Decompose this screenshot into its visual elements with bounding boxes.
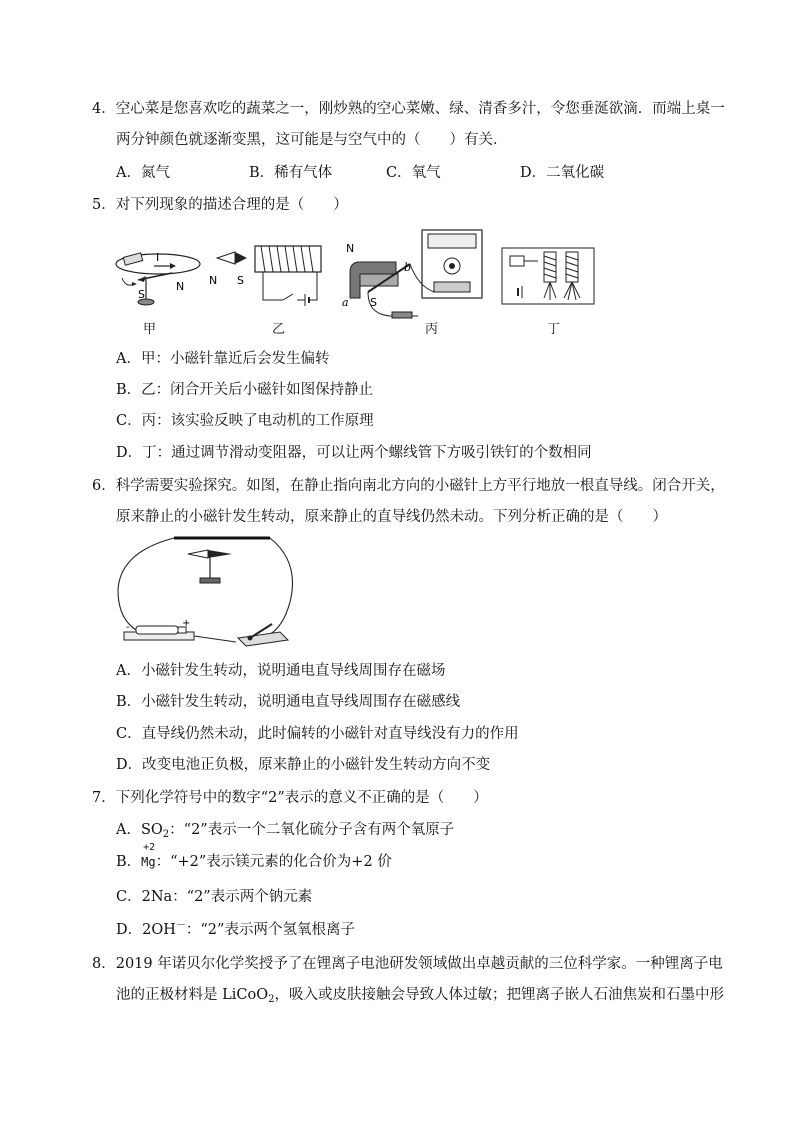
bing-label-a: a: [342, 296, 349, 309]
caption-ding: 丁: [547, 322, 561, 337]
q7-option-b-symbol: Mg: [141, 855, 156, 869]
caption-bing: 丙: [425, 322, 439, 337]
figure-q6-circuit: [110, 532, 300, 652]
q4-option-d: D．二氧化碳: [520, 165, 605, 181]
q4-option-c: C．氧气: [386, 165, 441, 181]
caption-yi: 乙: [272, 322, 286, 337]
q8-line2-text: ，吸入或皮肤接触会导致人体过敏；把锂离子嵌人石油焦炭和石墨中形: [274, 987, 724, 1003]
q6-line2: 原来静止的小磁针发生转动，原来静止的直导线仍然未动。下列分析正确的是（ ）: [116, 509, 667, 525]
q6-label-minus: -: [126, 622, 130, 633]
q7-option-d-text: ：“2”表示两个氢氧根离子: [185, 922, 355, 938]
figure-bing: [338, 226, 488, 326]
yi-label-s: S: [237, 274, 244, 287]
q5-option-a: A．甲：小磁针靠近后会发生偏转: [116, 351, 330, 367]
q7-option-c: C．2Na：“2”表示两个钠元素: [116, 889, 313, 905]
q4-line2: 两分钟颜色就逐渐变黑，这可能是与空气中的（ ）有关．: [116, 132, 508, 148]
q4-line1: 4．空心菜是您喜欢吃的蔬菜之一，刚炒熟的空心菜嫩、绿、清香多汁，令您垂涎欲滴．而端上桌一: [92, 101, 725, 117]
q7-option-b: [116, 842, 392, 872]
figure-ding: [498, 242, 598, 310]
q7-option-b-valence: +2: [143, 842, 156, 853]
yi-label-n: N: [209, 274, 218, 287]
q8-line2-prefix: 池的正极材料是 LiCoO: [116, 987, 269, 1003]
q6-option-c: C．直导线仍然未动，此时偏转的小磁针对直导线没有力的作用: [116, 726, 519, 742]
q7-stem: 7．下列化学符号中的数字“2”表示的意义不正确的是（ ）: [92, 790, 488, 806]
q8-line1: 8．2019 年诺贝尔化学奖授予了在锂离子电池研发领域做出卓越贡献的三位科学家。一种锂离子电: [92, 956, 723, 972]
q6-line1: 6．科学需要实验探究。如图，在静止指向南北方向的小磁针上方平行地放一根直导线。闭合开关，: [92, 478, 725, 494]
q7-option-a: [116, 820, 454, 840]
jia-label-s: S: [138, 288, 145, 301]
q7-option-b-text: ：“+2”表示镁元素的化合价为+2 价: [155, 854, 392, 870]
caption-jia: 甲: [143, 322, 157, 337]
jia-label-n: N: [176, 280, 185, 293]
q4-option-a: A．氮气: [116, 165, 170, 181]
q7-option-a-subscript: 2: [162, 829, 170, 840]
q5-stem: 5．对下列现象的描述合理的是（ ）: [92, 197, 348, 213]
q7-option-d: [116, 920, 355, 940]
bing-label-n: N: [346, 242, 355, 255]
q6-option-b: B．小磁针发生转动，说明通电直导线周围存在磁感线: [116, 694, 461, 710]
q7-option-b-prefix: B．: [116, 854, 142, 870]
figure-jia: [110, 240, 205, 310]
jia-label-i: I: [156, 251, 160, 264]
q7-option-a-text: ：“2”表示一个二氧化硫分子含有两个氧原子: [169, 822, 455, 838]
q7-option-a-prefix: A．SO: [116, 822, 163, 838]
q6-option-a: A．小磁针发生转动，说明通电直导线周围存在磁场: [116, 663, 446, 679]
q6-option-d: D．改变电池正负极，原来静止的小磁针发生转动方向不变: [116, 757, 491, 773]
q8-line2: [116, 985, 724, 1005]
q5-option-c: C．丙：该实验反映了电动机的工作原理: [116, 413, 374, 429]
q4-option-b: B．稀有气体: [249, 165, 333, 181]
bing-label-s: S: [370, 296, 377, 309]
q8-line2-subscript: 2: [268, 994, 275, 1005]
q5-option-d: D．丁：通过调节滑动变阻器，可以让两个螺线管下方吸引铁钉的个数相同: [116, 445, 592, 461]
q6-label-plus: +: [182, 618, 191, 629]
bing-label-b: b: [404, 261, 412, 274]
q7-option-b-symbol-wrap: [141, 842, 156, 872]
figure-yi: [205, 244, 330, 309]
q7-option-d-superscript: －: [175, 920, 186, 932]
q5-option-b: B．乙：闭合开关后小磁针如图保持静止: [116, 382, 374, 398]
q7-option-d-prefix: D．2OH: [116, 922, 176, 938]
